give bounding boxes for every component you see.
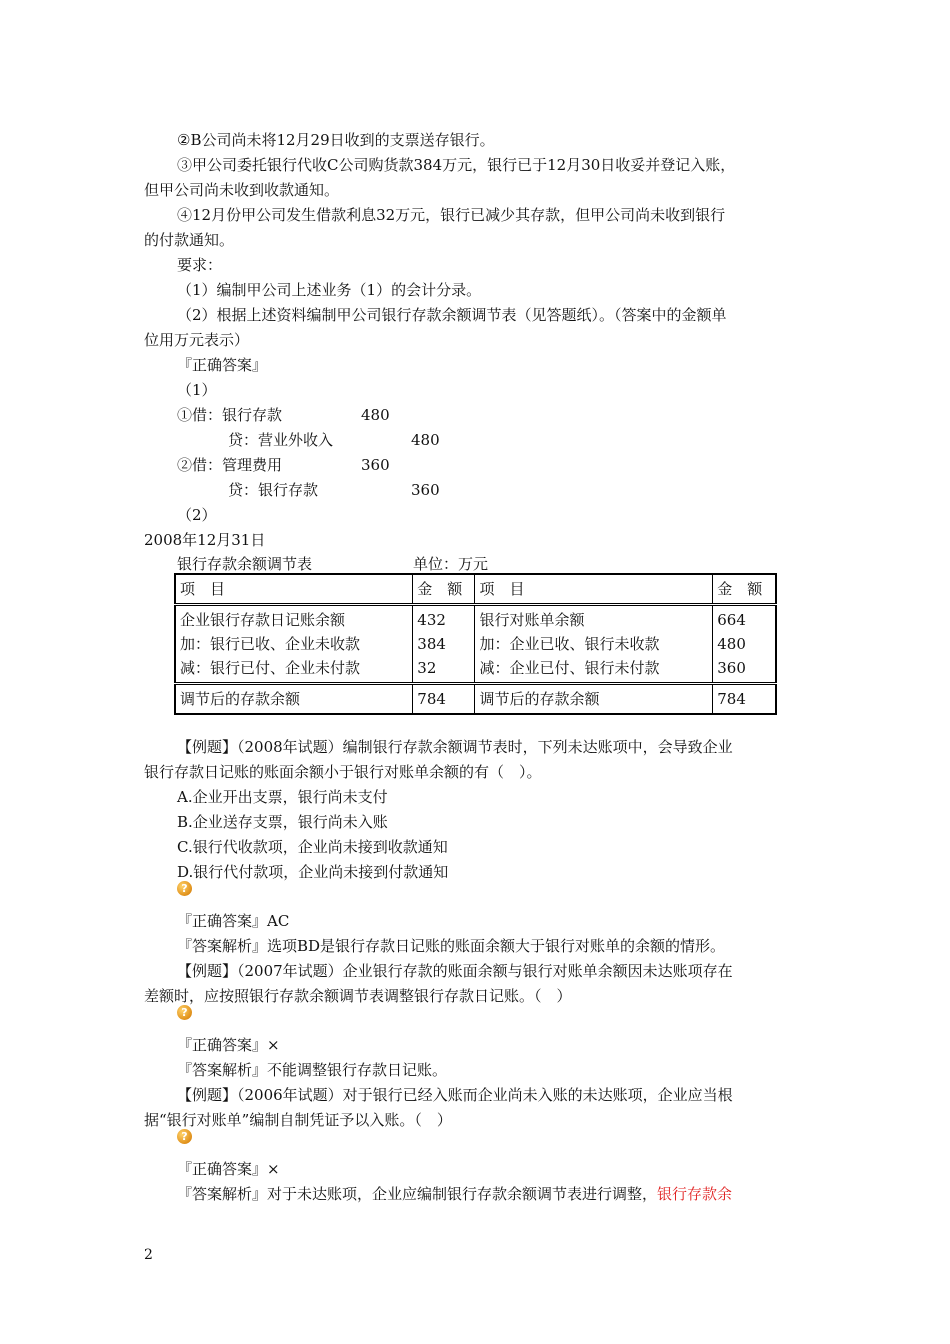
entry-4-label: 贷：银行存款 bbox=[228, 481, 319, 499]
q2-answer: 『正确答案』× bbox=[177, 1036, 280, 1054]
entry-2-amount: 480 bbox=[411, 431, 440, 449]
q1-answer: 『正确答案』AC bbox=[177, 912, 290, 930]
right-amounts-cell bbox=[713, 605, 776, 684]
table-total-row bbox=[175, 684, 776, 715]
requirement-1: （1）编制甲公司上述业务（1）的会计分录。 bbox=[177, 281, 482, 299]
table-cell: 432 bbox=[417, 611, 446, 629]
q1-option-b: B.企业送存支票，银行尚未入账 bbox=[177, 813, 388, 831]
header-amount-right: 金 额 bbox=[713, 574, 776, 605]
table-cell: 32 bbox=[417, 659, 437, 677]
table-header-row bbox=[175, 574, 776, 605]
header-item-right: 项 目 bbox=[475, 574, 713, 605]
text-line-1: ②B公司尚未将12月29日收到的支票送存银行。 bbox=[177, 131, 495, 149]
text-line-3: 但甲公司尚未收到收款通知。 bbox=[144, 181, 340, 199]
table-cell: 减：企业已付、银行未付款 bbox=[479, 659, 660, 677]
right-items-cell bbox=[475, 605, 713, 684]
q1-analysis: 『答案解析』选项BD是银行存款日记账的账面余额大于银行对账单的余额的情形。 bbox=[177, 937, 726, 955]
entry-1-amount: 480 bbox=[361, 406, 390, 424]
q1-stem-line-1: 【例题】（2008年试题）编制银行存款余额调节表时，下列未达账项中，会导致企业 bbox=[177, 738, 733, 756]
q1-option-a: A.企业开出支票，银行尚未支付 bbox=[177, 788, 388, 806]
q1-option-c: C.银行代收款项，企业尚未接到收款通知 bbox=[177, 838, 448, 856]
requirement-2: （2）根据上述资料编制甲公司银行存款余额调节表（见答题纸）。（答案中的金额单 bbox=[177, 306, 727, 324]
table-cell: 加：企业已收、银行未收款 bbox=[479, 635, 660, 653]
reconciliation-table bbox=[174, 573, 777, 715]
entry-3-label: ②借：管理费用 bbox=[177, 456, 283, 474]
table-body-row bbox=[175, 605, 776, 684]
left-items-cell bbox=[175, 605, 413, 684]
total-left-label: 调节后的存款余额 bbox=[175, 684, 413, 715]
table-cell: 360 bbox=[717, 659, 746, 677]
part-1-label: （1） bbox=[177, 381, 217, 399]
question-mark-icon[interactable]: ? bbox=[177, 881, 192, 896]
requirement-heading: 要求： bbox=[177, 256, 223, 274]
part-2-label: （2） bbox=[177, 506, 217, 524]
q2-stem-line-1: 【例题】（2007年试题）企业银行存款的账面余额与银行对账单余额因未达账项存在 bbox=[177, 962, 733, 980]
date-line: 2008年12月31日 bbox=[144, 531, 266, 549]
q3-analysis bbox=[177, 1184, 732, 1204]
header-item-left: 项 目 bbox=[175, 574, 413, 605]
requirement-2-cont: 位用万元表示） bbox=[144, 331, 250, 349]
q3-stem-line-2: 据“银行对账单”编制自制凭证予以入账。（ ） bbox=[144, 1111, 452, 1129]
question-mark-icon[interactable]: ? bbox=[177, 1129, 192, 1144]
total-left-amount: 784 bbox=[413, 684, 475, 715]
table-cell: 银行对账单余额 bbox=[479, 611, 585, 629]
table-cell: 384 bbox=[417, 635, 446, 653]
q2-stem-line-2: 差额时，应按照银行存款余额调节表调整银行存款日记账。（ ） bbox=[144, 987, 572, 1005]
left-amounts-cell bbox=[413, 605, 475, 684]
entry-3-amount: 360 bbox=[361, 456, 390, 474]
header-amount-left: 金 额 bbox=[413, 574, 475, 605]
q3-stem-line-1: 【例题】（2006年试题）对于银行已经入账而企业尚未入账的未达账项，企业应当根 bbox=[177, 1086, 733, 1104]
q1-stem-line-2: 银行存款日记账的账面余额小于银行对账单余额的有（ ）。 bbox=[144, 763, 542, 781]
q2-analysis: 『答案解析』不能调整银行存款日记账。 bbox=[177, 1061, 448, 1079]
total-right-label: 调节后的存款余额 bbox=[475, 684, 713, 715]
table-cell: 480 bbox=[717, 635, 746, 653]
text-line-5: 的付款通知。 bbox=[144, 231, 235, 249]
question-mark-icon[interactable]: ? bbox=[177, 1005, 192, 1020]
entry-2-label: 贷：营业外收入 bbox=[228, 431, 334, 449]
entry-1-label: ①借：银行存款 bbox=[177, 406, 283, 424]
table-unit: 单位：万元 bbox=[413, 555, 489, 573]
table-cell: 企业银行存款日记账余额 bbox=[180, 611, 346, 629]
table-cell: 减：银行已付、企业未付款 bbox=[180, 659, 361, 677]
q3-answer: 『正确答案』× bbox=[177, 1160, 280, 1178]
answer-heading: 『正确答案』 bbox=[177, 356, 268, 374]
q3-analysis-highlight: 银行存款余 bbox=[657, 1185, 733, 1203]
q3-analysis-text: 『答案解析』对于未达账项，企业应编制银行存款余额调节表进行调整， bbox=[177, 1185, 658, 1203]
total-right-amount: 784 bbox=[713, 684, 776, 715]
text-line-4: ④12月份甲公司发生借款利息32万元，银行已减少其存款，但甲公司尚未收到银行 bbox=[177, 206, 726, 224]
page-number: 2 bbox=[144, 1247, 153, 1263]
table-cell: 加：银行已收、企业未收款 bbox=[180, 635, 361, 653]
q1-option-d: D.银行代付款项，企业尚未接到付款通知 bbox=[177, 863, 449, 881]
text-line-2: ③甲公司委托银行代收C公司购货款384万元，银行已于12月30日收妥并登记入账， bbox=[177, 156, 736, 174]
entry-4-amount: 360 bbox=[411, 481, 440, 499]
table-cell: 664 bbox=[717, 611, 746, 629]
table-title: 银行存款余额调节表 bbox=[177, 555, 313, 573]
